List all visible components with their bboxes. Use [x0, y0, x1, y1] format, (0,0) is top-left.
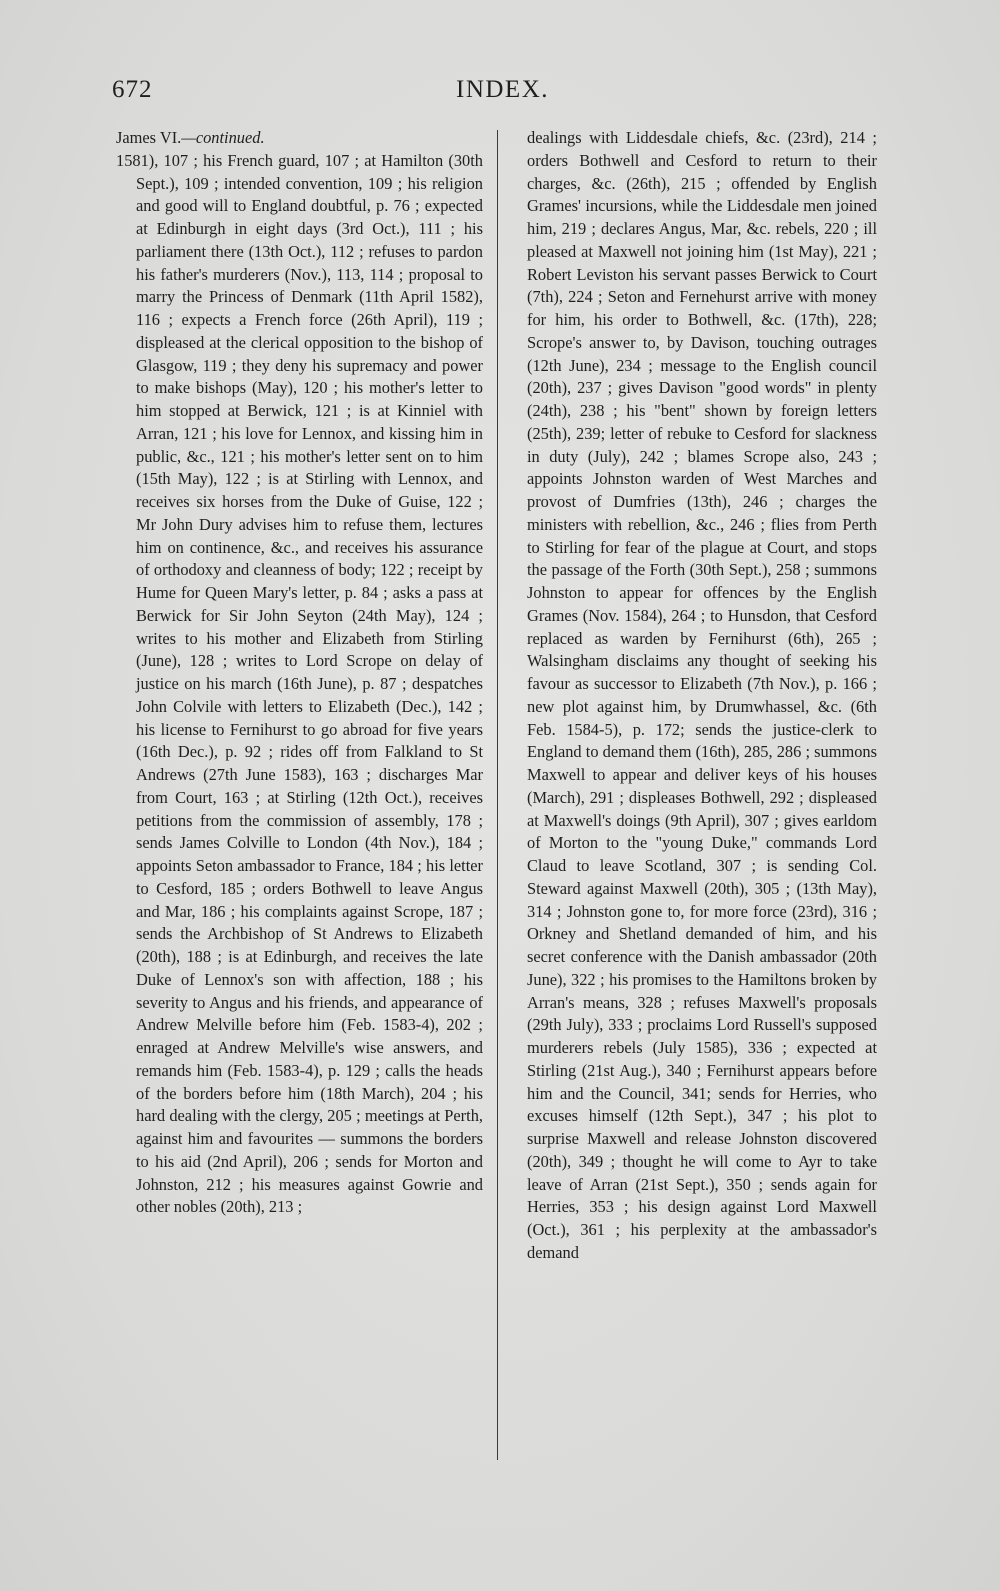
index-entry-text-right: dealings with Liddesdale chiefs, &c. (23rd), 214 ; orders Bothwell and Cesford to return to their charges, &c. (26th), 215 ; offended by English Grames' incursions, while the Liddesdale men joined him, 219 ; declares Angus, Mar, &c. rebels, 220 ; ill pleased at Maxwell not joining him (1st May), 221 ; Robert Leviston his servant passes Berwick to Court (7th), 224 ; Seton and Fernehurst arrive with money for him, his order to Bothwell, &c. (17th), 228; Scrope's answer to, by Davison, touching outrages (12th June), 234 ; message to the English council (20th), 237 ; gives Davison "good words" in plenty (24th), 238 ; his "bent" shown by foreign letters (25th), 239; letter of rebuke to Cesford for slackness in duty (July), 242 ; blames Scrope also, 243 ; appoints Johnston warden of West Marches and provost of Dumfries (13th), 246 ; charges the ministers with rebellion, &c., 246 ; flies from Perth to Stirling for fear of the plague at Court, and stops the passage of the Forth (30th Sept.), 258 ; summons Johnston to appear for offences by the English Grames (Nov. 1584), 264 ; to Hunsdon, that Cesford replaced as warden by Fernihurst (6th), 265 ; Walsingham disclaims any thought of seeking his favour as successor to Elizabeth (7th Nov.), p. 166 ; new plot against him, by Drumwhassel, &c. (6th Feb. 1584-5), p. 172; sends the justice-clerk to England to demand them (16th), 285, 286 ; summons Maxwell to appear and deliver keys of his houses (March), 291 ; displeases Bothwell, 292 ; displeased at Maxwell's doings (9th April), 307 ; gives earldom of Morton to the "young Duke," commands Lord Claud to leave Scotland, 307 ; is sending Col. Steward against Maxwell (20th), 305 ; (13th May), 314 ; Johnston gone to, for more force (23rd), 316 ; Orkney and Shetland demanded of him, and his secret conference with the Danish ambassador (20th June), 322 ; his promises to the Hamiltons broken by Arran's means, 328 ; refuses Maxwell's proposals (29th July), 333 ; proclaims Lord Russell's supposed murderers rebels (July 1585), 336 ; expected at Stirling (21st Aug.), 340 ; Fernihurst appears before him and the Council, 341; sends for Herries, who excuses himself (12th Sept.), 347 ; his plot to surprise Maxwell and release Johnston discovered (20th), 349 ; thought he will come to Ayr to take leave of Arran (21st Sept.), 350 ; sends again for Herries, 353 ; his design against Lord Maxwell (Oct.), 361 ; his perplexity at the ambassador's demand: [527, 128, 877, 1262]
page-number: 672: [112, 76, 153, 103]
index-entry-heading: [116, 127, 483, 150]
entry-name: James VI.: [116, 128, 182, 147]
column-divider: [497, 130, 498, 1460]
entry-continued-label: —continued.: [181, 128, 265, 147]
index-entry-text-left: 1581), 107 ; his French guard, 107 ; at Hamilton (30th Sept.), 109 ; intended convention, 109 ; his religion and good will to England doubtful, p. 76 ; expected at Edinburgh in eight days (3rd Oct.), 111 ; his parliament there (13th Oct.), 112 ; refuses to pardon his father's murderers (Nov.), 113, 114 ; proposal to marry the Princess of Denmark (11th April 1582), 116 ; expects a French force (26th April), 119 ; displeased at the clerical opposition to the bishop of Glasgow, 119 ; they deny his supremacy and power to make bishops (May), 120 ; his mother's letter to him stopped at Berwick, 121 ; is at Kinniel with Arran, 121 ; his love for Lennox, and kissing him in public, &c., 121 ; his mother's letter sent on to him (15th May), 122 ; is at Stirling with Lennox, and receives six horses from the Duke of Guise, 122 ; Mr John Dury advises him to refuse them, lectures him on continence, &c., and receives his assurance of orthodoxy and cleanness of body; 122 ; receipt by Hume for Queen Mary's letter, p. 84 ; asks a pass at Berwick for Sir John Seyton (24th May), 124 ; writes to his mother and Elizabeth from Stirling (June), 128 ; writes to Lord Scrope on delay of justice on his march (16th June), p. 87 ; despatches John Colvile with letters to Elizabeth (Dec.), 142 ; his license to Fernihurst to go abroad for five years (16th Dec.), p. 92 ; rides off from Falkland to St Andrews (27th June 1583), 163 ; discharges Mar from Court, 163 ; at Stirling (12th Oct.), receives petitions from the commission of assembly, 178 ; sends James Colville to London (4th Nov.), 184 ; appoints Seton ambassador to France, 184 ; his letter to Cesford, 185 ; orders Bothwell to leave Angus and Mar, 186 ; his complaints against Scrope, 187 ; sends the Archbishop of St Andrews to Elizabeth (20th), 188 ; is at Edinburgh, and receives the late Duke of Lennox's son with affection, 188 ; his severity to Angus and his friends, and appearance of Andrew Melville before him (Feb. 1583-4), 202 ; enraged at Andrew Melville's wise answers, and remands him (Feb. 1583-4), p. 129 ; calls the heads of the borders before him (18th March), 204 ; his hard dealing with the clergy, 205 ; meetings at Perth, against him and favourites — summons the borders to his aid (2nd April), 206 ; sends for Morton and Johnston, 212 ; his measures against Gowrie and other nobles (20th), 213 ;: [116, 150, 483, 1217]
index-column-right: [527, 127, 877, 1265]
running-head: INDEX.: [456, 76, 550, 103]
index-column-left: [116, 127, 483, 1219]
